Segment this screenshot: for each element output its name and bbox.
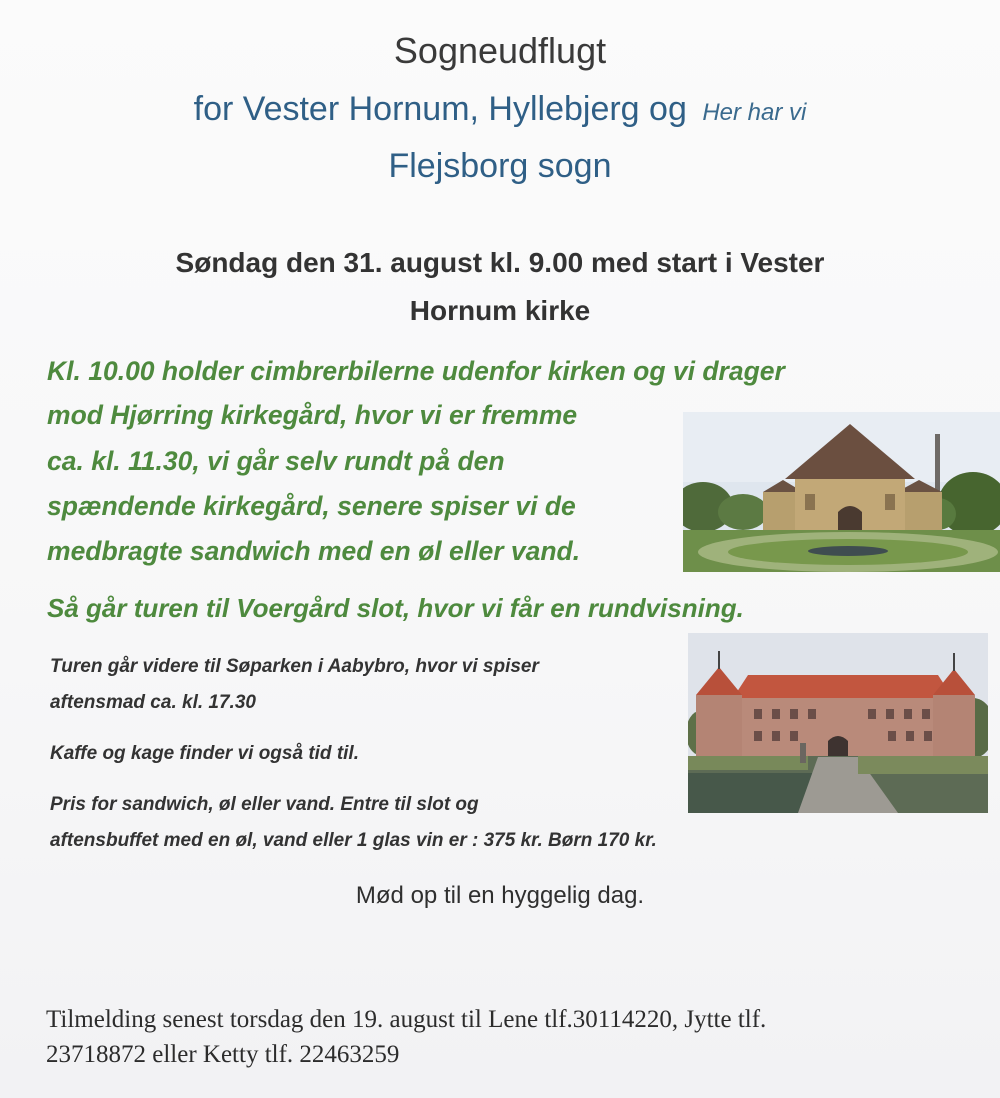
program-line-2: mod Hjørring kirkegård, hvor vi er fremme [47, 400, 578, 430]
program-line-1: Kl. 10.00 holder cimbrerbilerne udenfor kirken og vi drager [47, 356, 785, 386]
signup-line-2: 23718872 eller Ketty tlf. 22463259 [46, 1041, 400, 1068]
program-line-3: ca. kl. 11.30, vi går selv rundt på den [47, 446, 505, 476]
program-line-6: Så går turen til Voergård slot, hvor vi får en rundvisning. [47, 593, 744, 623]
details-line-3: Kaffe og kage finder vi også tid til. [50, 743, 359, 764]
details-line-4: Pris for sandwich, øl eller vand. Entre til slot og [50, 794, 479, 815]
program-line-5: medbragte sandwich med en øl eller vand. [47, 536, 581, 566]
date-line-2: Hornum kirke [409, 295, 591, 326]
castle-photo [688, 633, 988, 813]
castle-illustration [688, 633, 988, 813]
closing-line: Mød op til en hyggelig dag. [355, 882, 645, 909]
details-line-5: aftensbuffet med en øl, vand eller 1 glas vin er : 375 kr. Børn 170 kr. [50, 830, 657, 851]
subtitle-aside-note: Her har vi [702, 99, 807, 126]
details-line-2: aftensmad ca. kl. 17.30 [50, 692, 256, 713]
subtitle-line-2: Flejsborg sogn [388, 147, 612, 185]
signup-line-1: Tilmelding senest torsdag den 19. august til Lene tlf.30114220, Jytte tlf. [46, 1006, 767, 1033]
subtitle-line-1 [0, 90, 1000, 129]
cemetery-chapel-photo [683, 412, 1000, 572]
chapel-illustration [683, 412, 1000, 572]
subtitle-text: for Vester Hornum, Hyllebjerg og [193, 90, 687, 128]
program-line-4: spændende kirkegård, senere spiser vi de [47, 491, 576, 521]
flyer-title: Sogneudflugt [393, 30, 607, 71]
date-line-1: Søndag den 31. august kl. 9.00 med start i Vester [175, 247, 825, 278]
details-line-1: Turen går videre til Søparken i Aabybro, hvor vi spiser [50, 656, 539, 677]
